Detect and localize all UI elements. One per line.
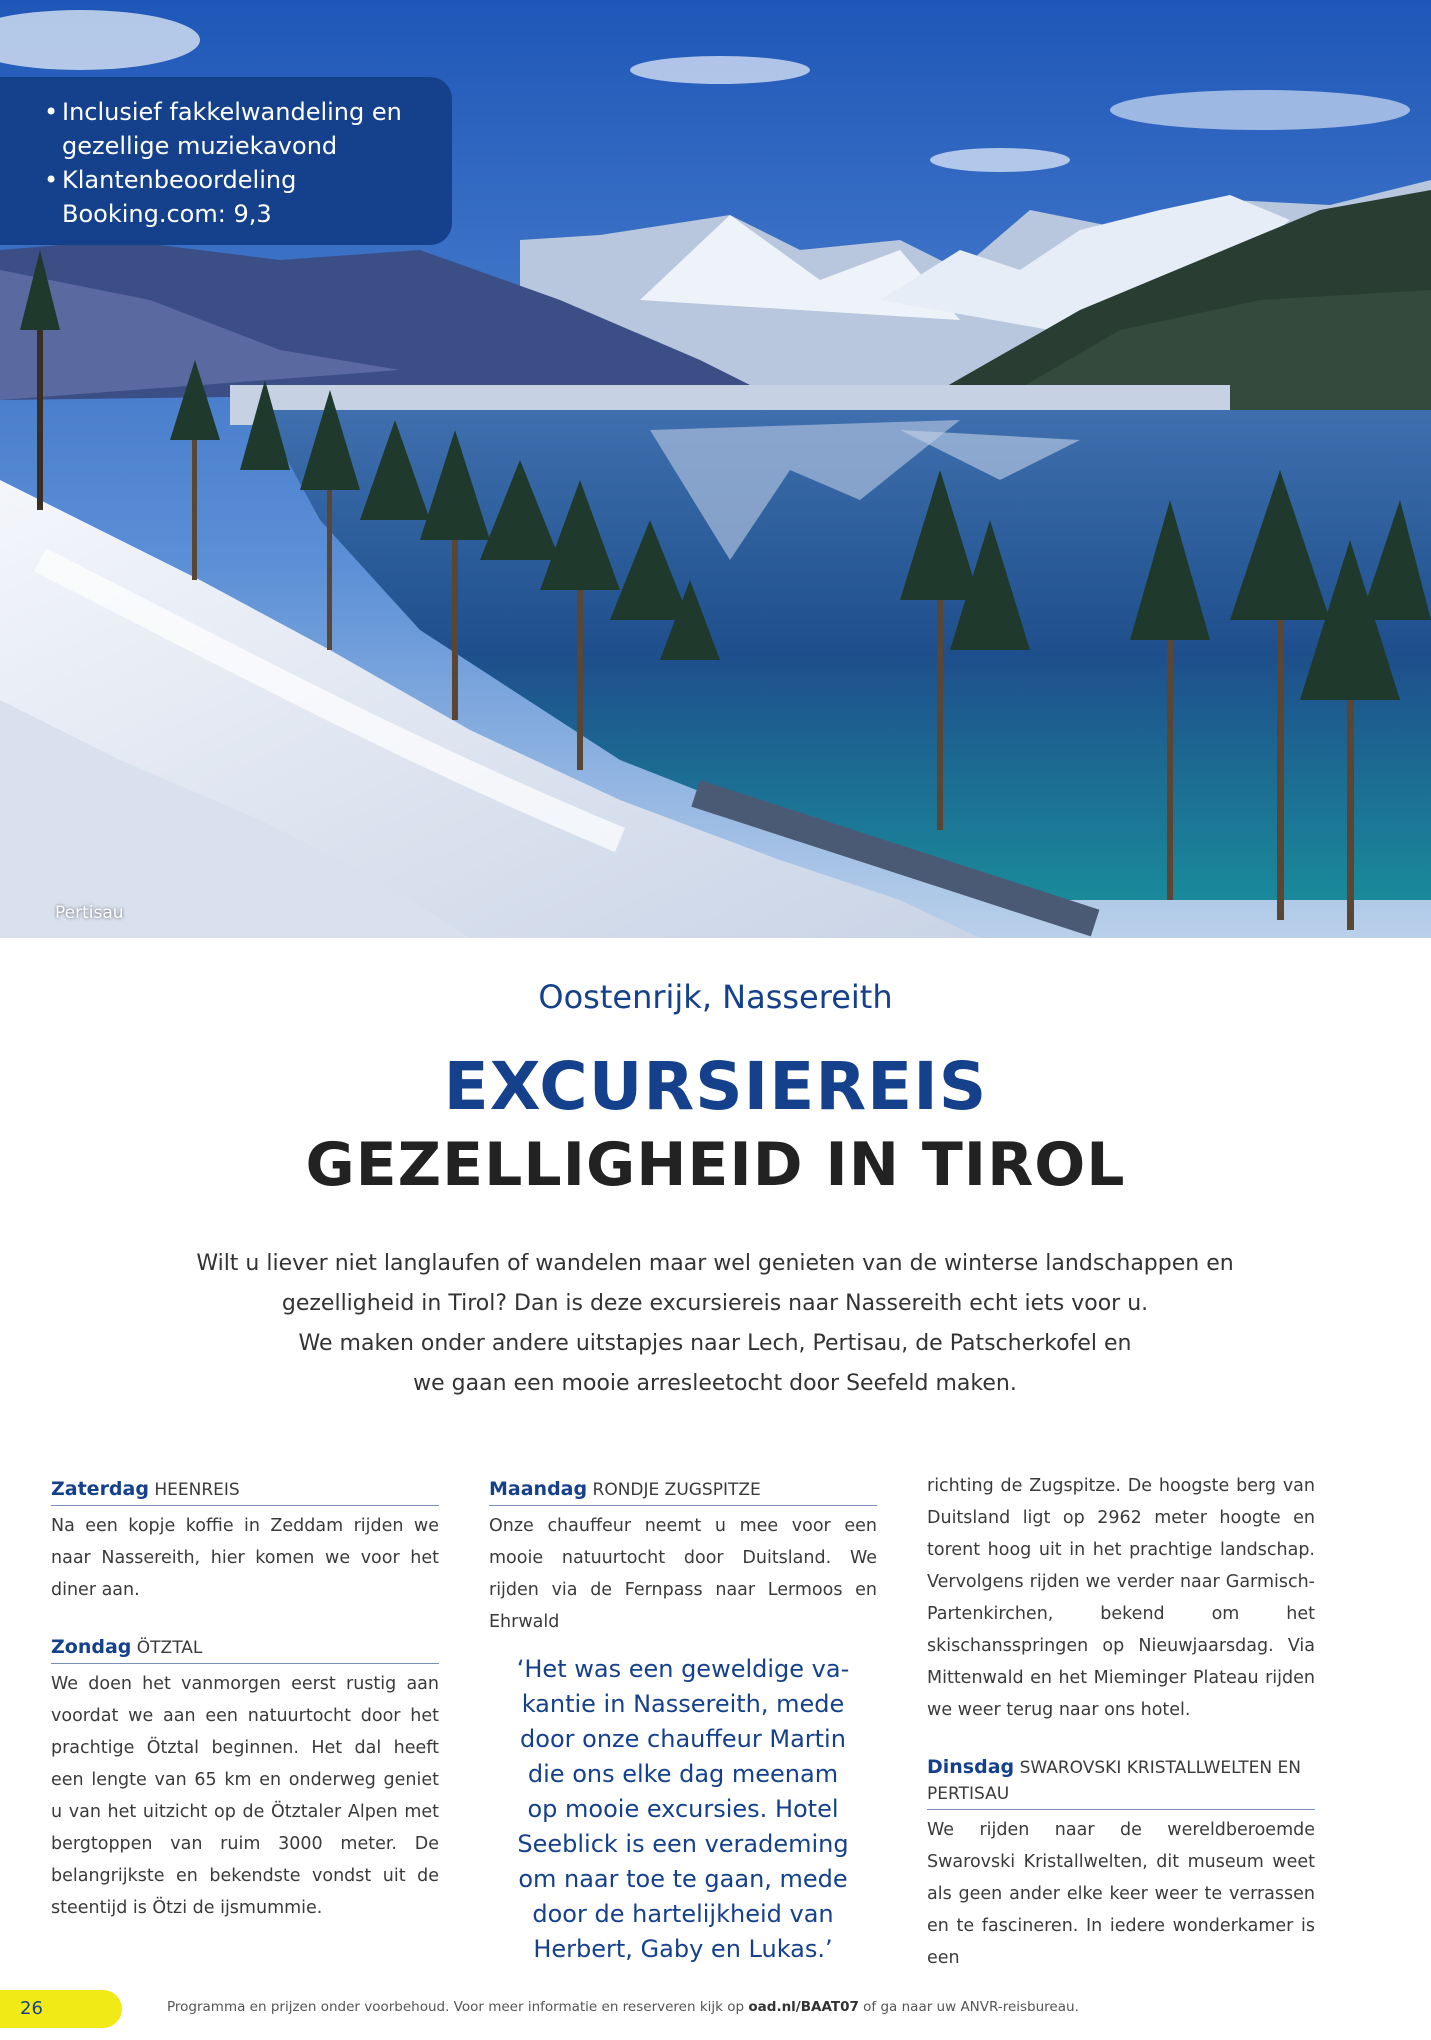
intro-line: We maken onder andere uitstapjes naar Lech, Pertisau, de Patscherkofel en [298,1331,1132,1356]
intro-line: we gaan een mooie arresleetocht door Seefeld maken. [413,1371,1017,1396]
photo-caption: Pertisau [55,903,124,923]
day-text-zaterdag: Na een kopje koffie in Zeddam rijden we naar Nassereith, hier komen we voor het diner aan. [51,1516,439,1600]
highlight-item: • Klantenbeoordeling Booking.com: 9,3 [44,163,432,231]
itinerary-column-3 [927,1470,1315,2002]
day-heading-zaterdag [51,1476,439,1506]
day-label: SWAROVSKI KRISTALLWELTEN EN PERTISAU [927,1758,1301,1804]
day-text-maandag-continued: richting de Zugspitze. De hoogste berg van Duitsland ligt op 2962 meter hoogte en torent hoog uit in het prachtige landschap. Vervolgens rijden we verder naar Garmisch-Partenkirchen, bekend om het skischansspringen op Nieuwjaarsdag. Via Mittenwald en het Mieminger Plateau rijden we weer terug naar ons hotel. [927,1476,1315,1720]
page-title: EXCURSIEREIS [443,1048,988,1125]
quote-line: kantie in Nassereith, mede [521,1690,845,1718]
page-number: 26 [0,1990,122,2028]
quote-line: Herbert, Gaby en Lukas.’ [533,1935,833,1963]
footer-note [167,1999,1367,2015]
quote-line: om naar toe te gaan, mede [518,1865,848,1893]
day-label: ÖTZTAL [136,1638,203,1658]
day-text-dinsdag: We rijden naar de wereldberoemde Swarovski Kristallwelten, dit museum weet als geen ander elke keer weer te verrassen en te fascineren. In iedere wonderkamer is een [927,1820,1315,1968]
quote-line: die ons elke dag meenam [527,1760,839,1788]
footer-link[interactable]: oad.nl/BAAT07 [748,1999,859,2015]
customer-quote [489,1652,877,1967]
day-name: Maandag [489,1478,588,1500]
day-text-maandag: Onze chauffeur neemt u mee voor een mooie natuurtocht door Duitsland. We rijden via de Fernpass naar Lermoos en Ehrwald [489,1516,877,1632]
quote-line: ‘Het was een geweldige va- [516,1655,850,1683]
itinerary-column-1 [51,1476,439,1952]
day-heading-dinsdag [927,1754,1315,1810]
quote-line: door de hartelijkheid van [532,1900,834,1928]
footer-text: Programma en prijzen onder voorbehoud. Voor meer informatie en reserveren kijk op [167,1999,745,2015]
day-heading-zondag [51,1634,439,1664]
day-heading-maandag [489,1476,877,1506]
day-name: Dinsdag [927,1756,1015,1778]
day-label: RONDJE ZUGSPITZE [592,1480,761,1500]
day-name: Zaterdag [51,1478,149,1500]
hero-photo [0,0,1431,938]
quote-line: door onze chauffeur Martin [520,1725,846,1753]
page-subtitle: GEZELLIGHEID IN TIROL [305,1130,1126,1200]
quote-line: Seeblick is een verademing [517,1830,849,1858]
intro-paragraph [140,1244,1290,1404]
day-label: HEENREIS [154,1480,240,1500]
quote-line: op mooie excursies. Hotel [527,1795,839,1823]
highlights-badge [0,77,452,245]
intro-line: gezelligheid in Tirol? Dan is deze excursiereis naar Nassereith echt iets voor u. [281,1291,1149,1316]
highlight-item: • Inclusief fakkelwandeling en gezellige muziekavond [44,95,432,163]
intro-line: Wilt u liever niet langlaufen of wandelen maar wel genieten van de winterse landschappen en [196,1251,1234,1276]
footer-text: of ga naar uw ANVR-reisbureau. [863,1999,1079,2015]
itinerary-column-2 [489,1476,877,1967]
day-text-zondag: We doen het vanmorgen eerst rustig aan voordat we aan een natuurtocht door het prachtige Ötztal beginnen. Het dal heeft een lengte van 65 km en onderweg geniet u van het uitzicht op de Ötztaler Alpen met bergtoppen van ruim 3000 meter. De belangrijkste en bekendste vondst uit de steentijd is Ötzi de ijsmummie. [51,1674,439,1918]
day-name: Zondag [51,1636,132,1658]
destination-location: Oostenrijk, Nassereith [538,978,893,1016]
